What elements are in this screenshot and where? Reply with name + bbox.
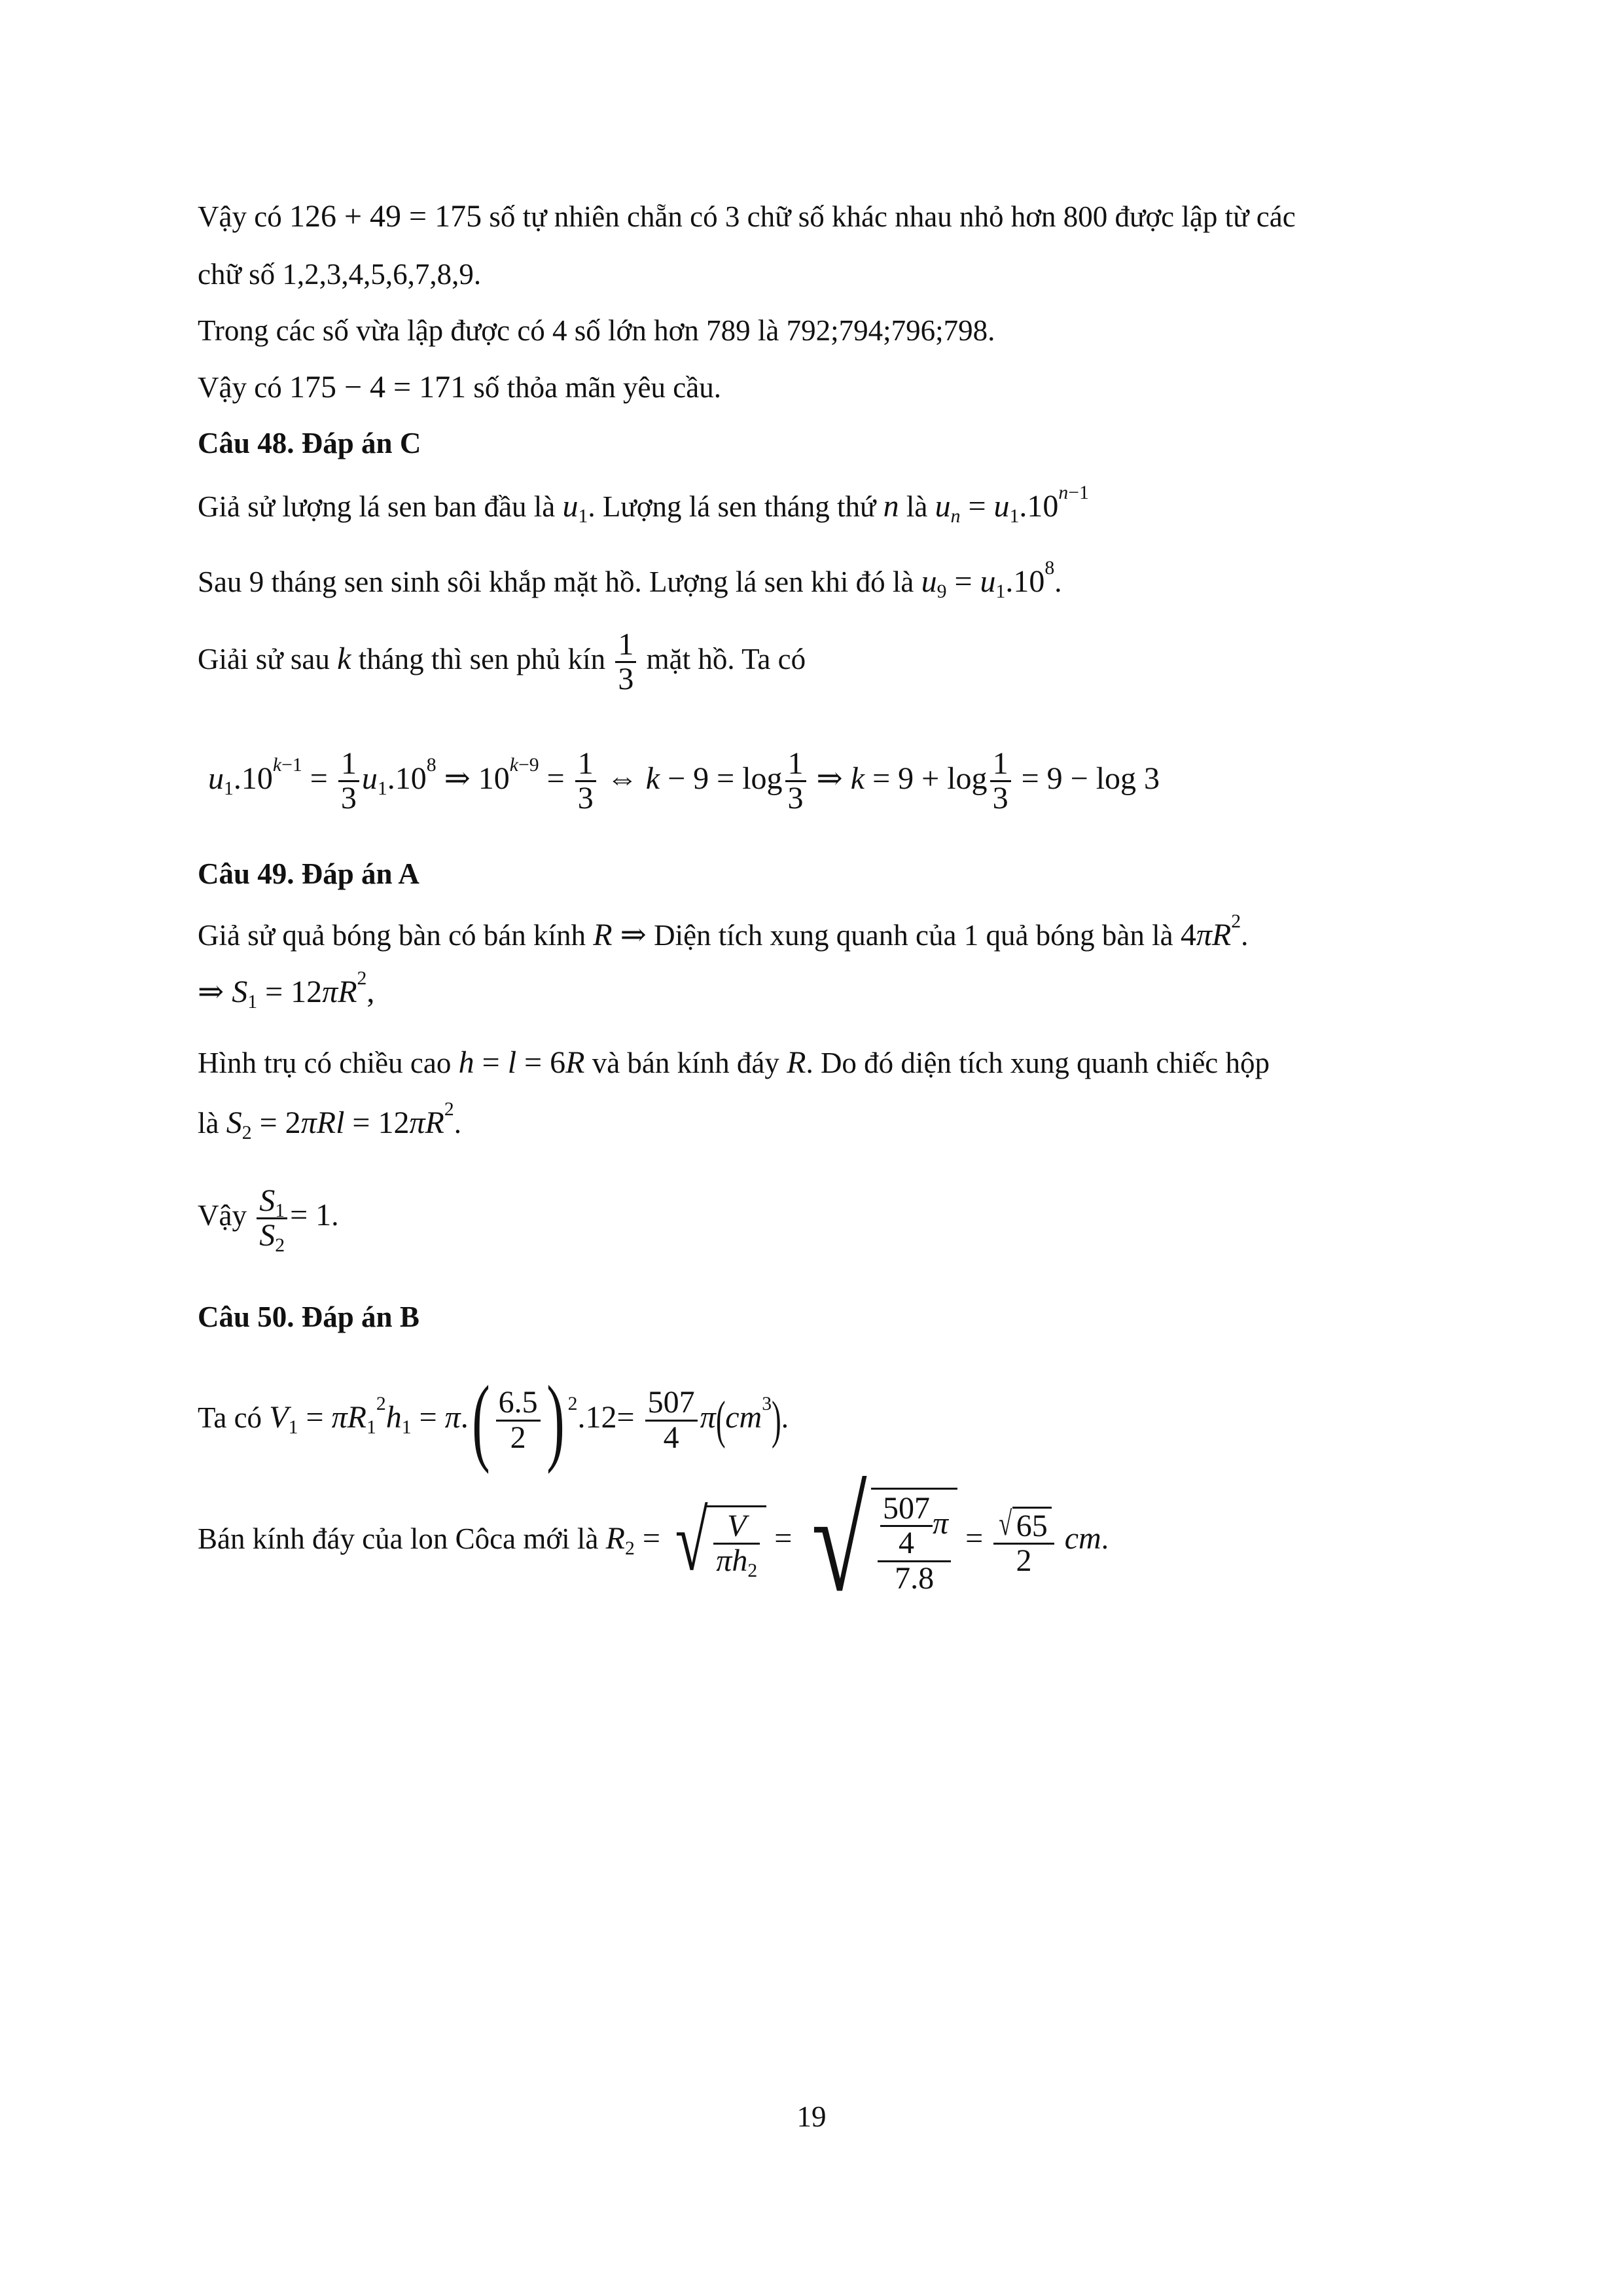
math-radius: $R_2$ = √ $\frac{V}{\pi h_2}$ = √ $\frac{507}{4}$ π 7.8 = $\frac{√ 65}{2}$ cm <box>605 1462 1101 1621</box>
text-line-1 <box>198 201 1296 232</box>
text: Ta có <box>198 1401 270 1435</box>
math: R ⇒ <box>593 918 647 952</box>
q49-formula-s1: ⇒ $S_1 = 12\pi R^2$, <box>198 967 375 1013</box>
math: h = l = 6R <box>458 1045 585 1080</box>
q48-equation: $u_1.10^{k-1}$ = $\frac{1}{3}$ $u_1.10^8$ ⇒ $10^{k-9}$ = $\frac{1}{3}$ ⇔ k − 9 = log $\frac{1}{3}$ ⇒ k = 9 + log $\frac{1}{3}$ = 9 − log 3 <box>208 746 1160 816</box>
question-50-heading: Câu 50. Đáp án B <box>198 1300 419 1333</box>
text: là <box>198 1107 226 1139</box>
text: Vậy <box>198 1199 255 1232</box>
text: Diện tích xung quanh của 1 quả bóng bàn là <box>646 919 1181 952</box>
math-difference: 175 − 4 = 171 <box>289 370 467 404</box>
math-formula-s2: $S_2 = 2\pi Rl = 12\pi R^2$ <box>226 1098 454 1143</box>
math-formula-u9: $u_9 = u_1.10^8$ <box>921 557 1055 602</box>
q48-paragraph-1 <box>198 482 1089 527</box>
text: Giả sử lượng lá sen ban đầu là <box>198 490 563 523</box>
text: Giải sử sau <box>198 643 338 676</box>
math-fraction: $\frac{507}{4}$ π 7.8 <box>878 1492 951 1595</box>
math: R <box>787 1045 806 1080</box>
text-line-4 <box>198 372 721 403</box>
math-fraction: $\frac{1}{3}$ <box>338 747 359 816</box>
math-volume: $V_1 = \pi R_1^2h_1 = \pi$.( $\frac{6.5}{2}$ ) $^2$.12= $\frac{507}{4}$ $\pi(cm^3)$ <box>269 1366 781 1475</box>
math-area-sphere: $4\pi R^2$ <box>1180 910 1241 952</box>
text: . Lượng lá sen tháng thứ <box>588 490 883 523</box>
text-line-2: chữ số 1,2,3,4,5,6,7,8,9. <box>198 258 482 291</box>
text: mặt hồ. Ta có <box>639 643 806 676</box>
math-fraction: $\frac{1}{3}$ <box>615 628 636 696</box>
q50-paragraph-2: Bán kính đáy của lon Côca mới là $R_2$ = √ $\frac{V}{\pi h_2}$ = √ $\frac{507}{4}$ π 7.8 = $\frac{√ 65}{2}$ cm. <box>198 1462 1109 1621</box>
math-fraction: $\frac{√ 65}{2}$ <box>993 1505 1054 1578</box>
math-fraction: $\frac{507}{4}$ <box>645 1386 698 1454</box>
math-fraction: $\frac{1}{3}$ <box>785 747 806 816</box>
q48-paragraph-2: Sau 9 tháng sen sinh sôi khắp mặt hồ. Lượng lá sen khi đó là $u_9 = u_1.10^8$. <box>198 557 1062 602</box>
text: tháng thì sen phủ kín <box>351 643 613 676</box>
q48-paragraph-3 <box>198 628 806 696</box>
text: Sau 9 tháng sen sinh sôi khắp mặt hồ. Lượng lá sen khi đó là <box>198 565 921 598</box>
text: là <box>899 490 935 523</box>
text: Giả sử quả bóng bàn có bán kính <box>198 919 594 952</box>
math: n <box>883 489 899 524</box>
math: k <box>337 641 351 677</box>
q49-paragraph-3 <box>198 1047 1270 1079</box>
math-formula-un: $u_n = u_1.10^{n-1}$ <box>935 482 1089 527</box>
page-number: 19 <box>796 2100 827 2133</box>
text: . Do đó diện tích xung quanh chiếc hộp <box>806 1047 1270 1079</box>
text-line-3: Trong các số vừa lập được có 4 số lớn hơn 789 là 792;794;796;798. <box>198 314 995 347</box>
math-sqrt: √ $\frac{V}{\pi h_2}$ <box>668 1499 766 1584</box>
text: và bán kính đáy <box>584 1047 787 1079</box>
math-sum: 126 + 49 = 175 <box>289 199 482 234</box>
question-49-heading: Câu 49. Đáp án A <box>198 857 419 890</box>
q49-paragraph-4: là $S_2 = 2\pi Rl = 12\pi R^2$. <box>198 1098 461 1143</box>
text: Bán kính đáy của lon Côca mới là <box>198 1522 606 1556</box>
q49-paragraph-1: Giả sử quả bóng bàn có bán kính R ⇒ Diện tích xung quanh của 1 quả bóng bàn là $4\pi R^2$. <box>198 910 1249 952</box>
math-fraction: $\frac{1}{3}$ <box>990 747 1011 816</box>
text: số tự nhiên chẵn có 3 chữ số khác nhau nhỏ hơn 800 được lập từ các <box>482 200 1296 233</box>
math-fraction-s1-s2: $\frac{S_1}{S_2}$ <box>257 1185 287 1253</box>
math-fraction: $\frac{V}{\pi h_2}$ <box>713 1510 760 1578</box>
text: số thỏa mãn yêu cầu. <box>466 371 721 404</box>
math-sqrt: √ $\frac{507}{4}$ π 7.8 <box>800 1469 957 1613</box>
text: Hình trụ có chiều cao <box>198 1047 459 1079</box>
q49-paragraph-5: Vậy $\frac{S_1}{S_2}$ = 1. <box>198 1183 339 1257</box>
q50-paragraph-1: Ta có $V_1 = \pi R_1^2h_1 = \pi$.( $\frac{6.5}{2}$ ) $^2$.12= $\frac{507}{4}$ $\pi(cm^3)$. <box>198 1366 789 1475</box>
math: = 1 <box>290 1198 332 1233</box>
question-48-heading: Câu 48. Đáp án C <box>198 427 421 459</box>
text: Vậy có <box>198 371 289 404</box>
math-fraction: $\frac{6.5}{2}$ <box>496 1386 541 1454</box>
text: Vậy có <box>198 200 289 233</box>
math: $u_1$ <box>562 489 588 527</box>
math-fraction: $\frac{1}{3}$ <box>575 747 596 816</box>
